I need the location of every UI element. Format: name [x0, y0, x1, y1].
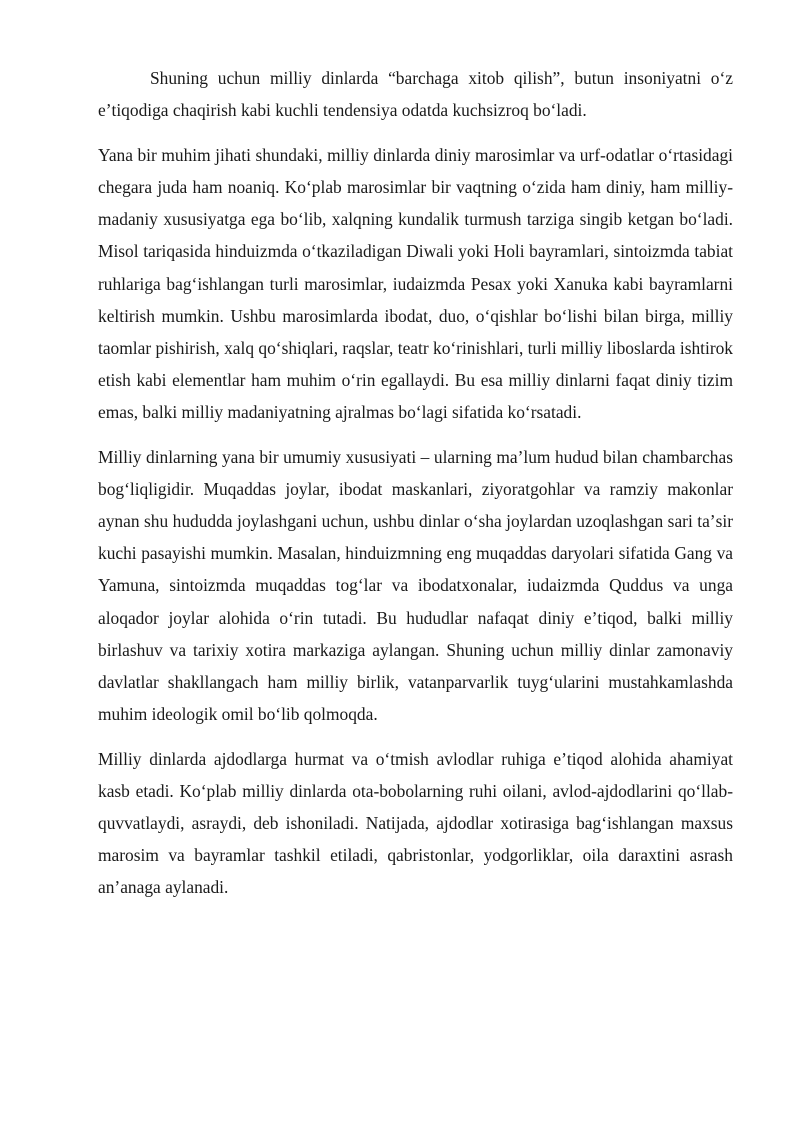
paragraph-1: Shuning uchun milliy dinlarda “barchaga xitob qilish”, butun insoniyatni oʻz eʼtiqodiga chaqirish kabi kuchli tendensiya odatda kuchsizroq boʻladi. — [98, 68, 733, 121]
paragraph-2: Yana bir muhim jihati shundaki, milliy dinlarda diniy marosimlar va urf-odatlar oʻrtasidagi chegara juda ham noaniq. Koʻplab marosimlar bir vaqtning oʻzida ham diniy, ham milliy-madaniy xususiyatga ega boʻlib, xalqning kundalik turmush tarziga singib ketgan boʻladi. Misol tariqasida hinduizmda oʻtkaziladigan Diwali yoki Holi bayramlari, sintoizmda tabiat ruhlariga bagʻishlangan turli marosimlar, iudaizmda Pesax yoki Xanuka kabi bayramlarni keltirish mumkin. Ushbu marosimlarda ibodat, duo, oʻqishlar boʻlishi bilan birga, milliy taomlar pishirish, xalq qoʻshiqlari, raqslar, teatr koʻrinishlari, turli milliy liboslarda ishtirok etish kabi elementlar ham muhim oʻrin egallaydi. Bu esa milliy dinlarni faqat diniy tizim emas, balki milliy madaniyatning ajralmas boʻlagi sifatida koʻrsatadi. — [98, 145, 733, 422]
paragraph-3: Milliy dinlarning yana bir umumiy xususiyati – ularning maʼlum hudud bilan chambarchas bogʻliqligidir. Muqaddas joylar, ibodat maskanlari, ziyoratgohlar va ramziy makonlar aynan shu hududda joylashgani uchun, ushbu dinlar oʻsha joylardan uzoqlashgan sari taʼsir kuchi pasayishi mumkin. Masalan, hinduizmning eng muqaddas daryolari sifatida Gang va Yamuna, sintoizmda muqaddas togʻlar va ibodatxonalar, iudaizmda Quddus va unga aloqador joylar alohida oʻrin tutadi. Bu hududlar nafaqat diniy eʼtiqod, balki milliy birlashuv va tarixiy xotira markaziga aylangan. Shuning uchun milliy dinlar zamonaviy davlatlar shakllangach ham milliy birlik, vatanparvarlik tuygʻularini mustahkamlashda muhim ideologik omil boʻlib qolmoqda. — [98, 447, 733, 724]
paragraph-4: Milliy dinlarda ajdodlarga hurmat va oʻtmish avlodlar ruhiga eʼtiqod alohida ahamiyat kasb etadi. Koʻplab milliy dinlarda ota-bobolarning ruhi oilani, avlod-ajdodlarini qoʻllab-quvvatlaydi, asraydi, deb ishoniladi. Natijada, ajdodlar xotirasiga bagʻishlangan maxsus marosim va bayramlar tashkil etiladi, qabristonlar, yodgorliklar, oila daraxtini asrash anʼanaga aylanadi. — [98, 748, 733, 898]
document-body — [98, 62, 733, 916]
